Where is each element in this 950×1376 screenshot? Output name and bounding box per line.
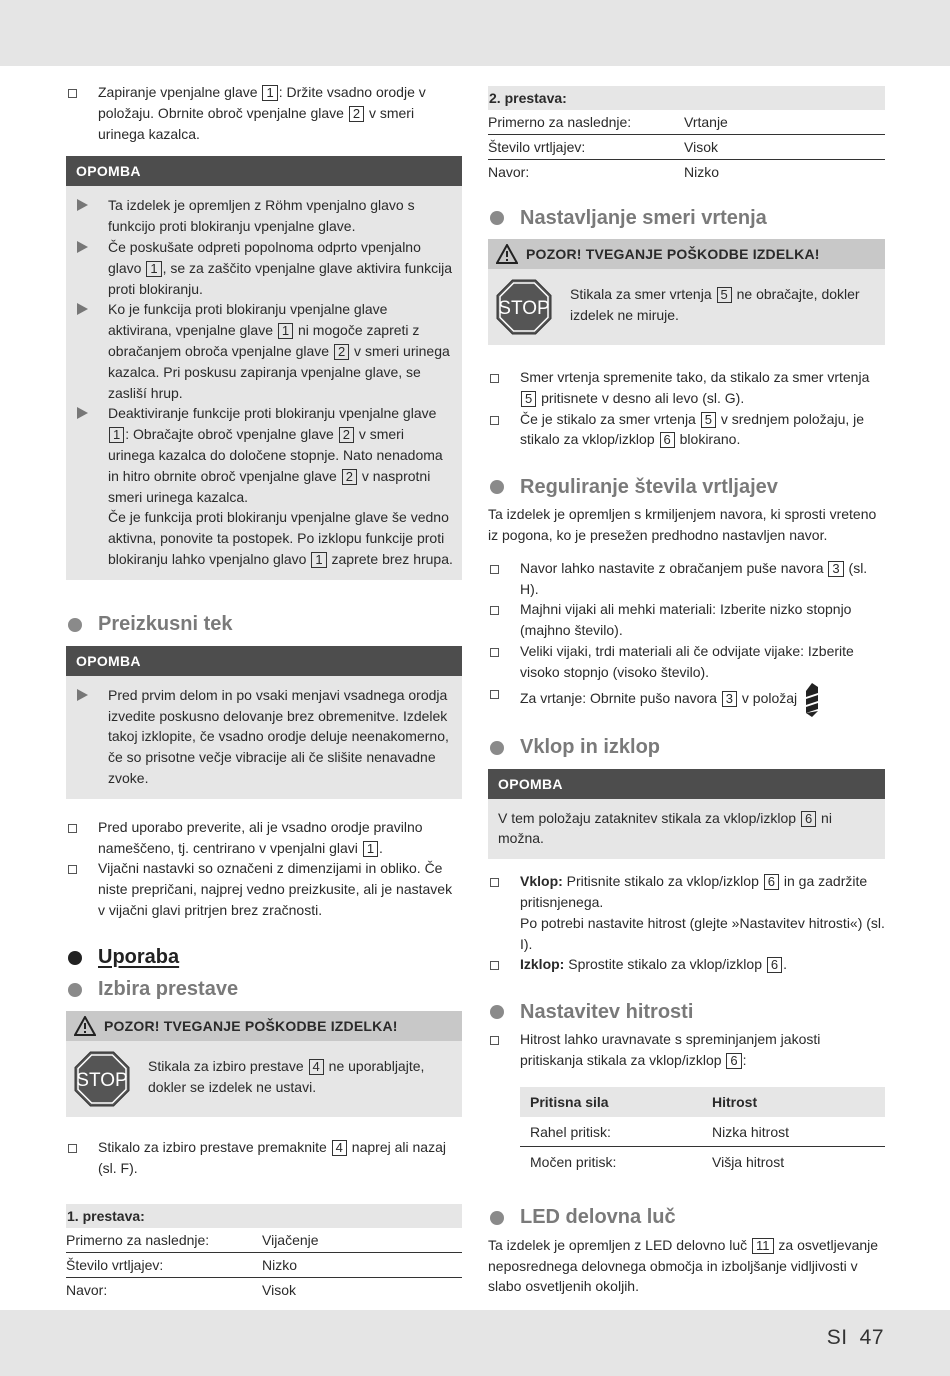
bullet-icon [68,951,82,965]
warning-text: Stikala za izbiro prestave 4 ne uporabljajte, dokler se izdelek ne ustavi. [148,1057,425,1095]
list-item: Če poskušate odpreti popolnoma odprto vpenjalno glavo 1 , se za zaščito vpenjalne glave aktivira funkcija proti blokiranju. [76,237,454,299]
warning-title: POZOR! TVEGANJE POŠKODBE IZDELKA! [66,1011,462,1041]
bullet-icon [490,1211,504,1225]
right-column [488,86,885,1297]
list-item: Stikalo za izbiro prestave premaknite 4 naprej ali nazaj (sl. F). [66,1137,462,1179]
list-item: Če je stikalo za smer vrtenja 5 v srednjem položaju, je stikalo za vklop/izklop 6 blokirano. [488,409,885,451]
table-row: Število vrtljajev: Nizko [66,1253,462,1278]
table-row: Navor: Visok [66,1282,296,1299]
warning-title: POZOR! TVEGANJE POŠKODBE IZDELKA! [488,239,885,269]
warning-icon [496,244,518,264]
list-item: Deaktiviranje funkcije proti blokiranju vpenjalne glave 1 : Obračajte obroč vpenjalne glave 2 v smeri urinega kazalca do določene stopnje. Nato nenadoma in hitro obrnite obroč vpenjalne glave 2 v nasprotni smeri urinega kazalca. [76,403,454,507]
list-item: Izklop: Sprostite stikalo za vklop/izklop 6 . [488,954,885,975]
bullet-icon [68,618,82,632]
bullet-icon [490,1005,504,1019]
paragraph: Ta izdelek je opremljen z LED delovno luč 11 za osvetljevanje neposrednega delovnega območja in izboljšanje vidljivosti v slabo osvetljenih okoljih. [488,1236,879,1295]
table-row: Rahel pritisk: Nizka hitrost [520,1117,885,1147]
list-item: Ta izdelek je opremljen z Röhm vpenjalno glavo s funkcijo proti blokiranju vpenjalne glave. [76,195,454,237]
speed-table [520,1087,885,1177]
list-item: Zapiranje vpenjalne glave 1 : Držite vsadno orodje v položaju. Obrnite obroč vpenjalne glave 2 v smeri urinega kazalca. [66,82,462,144]
list-item: Pred uporabo preverite, ali je vsadno orodje pravilno nameščeno, tj. centrirano v vpenjalni glavi 1 . [66,817,462,859]
drill-bit-icon [803,683,819,717]
table-row: Število vrtljajev: Visok [488,135,885,160]
section-heading: Izbira prestave [66,975,462,1005]
svg-text:STOP: STOP [498,298,550,319]
table-row: Navor: Nizko [488,164,720,180]
table-row: Primerno za naslednje: Vrtanje [488,110,885,135]
note-title: OPOMBA [66,156,462,186]
list-item: Za vrtanje: Obrnite pušo navora 3 v položaj [488,683,885,717]
svg-text:STOP: STOP [76,1069,128,1091]
note-box [66,646,462,799]
list-item: Pred prvim delom in po vsaki menjavi vsadnega orodja izvedite poskusno delovanje brez obremenitve. Izdelek takoj izklopite, če vsadno orodje deluje neenakomerno, če so prisotne večje vibracije ali če slišite nenavadne zvoke. [76,685,454,789]
paragraph: Ta izdelek je opremljen s krmiljenjem navora, ki sprosti vreteno iz pogona, ko je presežen predhodno nastavljen navor. [488,506,877,543]
list-item: Majhni vijaki ali mehki materiali: Izberite nizko stopnjo (majhno število). [488,599,885,641]
table-title: 1. prestava: [66,1204,462,1228]
table-title: 2. prestava: [488,86,885,110]
note-title: OPOMBA [66,646,462,676]
bullet-icon [490,741,504,755]
warning-text: Stikala za smer vrtenja 5 ne obračajte, dokler izdelek ne miruje. [570,286,860,323]
stop-sign-icon [74,1051,130,1107]
section-heading: LED delovna luč [488,1203,885,1233]
section-heading: Reguliranje števila vrtljajev [488,472,885,502]
gear-table-1 [66,1204,462,1303]
warning-box [488,239,885,345]
note-box [66,156,462,579]
list-item: Vklop: Pritisnite stikalo za vklop/izklop 6 in ga zadržite pritisnjenega. [488,871,885,913]
gear-table-2 [488,86,885,185]
bullet-icon [490,211,504,225]
list-item: Veliki vijaki, trdi materiali ali če odvijate vijake: Izberite visoko stopnjo (visoko število). [488,641,885,683]
list-item-continuation: Po potrebi nastavite hitrost (glejte »Nastavitev hitrosti«) (sl. I). [520,914,885,952]
stop-sign-icon [496,279,552,335]
section-heading-main: Uporaba [66,943,462,973]
bullet-icon [490,480,504,494]
note-paragraph: Če je funkcija proti blokiranju vpenjalne glave še vedno aktivna, ponovite ta postopek. Po izklopu funkcije proti blokiranju lahko vpenjalno glavo 1 zaprete brez hrupa. [108,509,453,567]
bullet-icon [68,983,82,997]
warning-icon [74,1016,96,1036]
note-box: OPOMBA V tem položaju zataknitev stikala za vklop/izklop 6 ni možna. [488,769,885,860]
section-heading: Nastavljanje smeri vrtenja [488,203,885,233]
list-item: Navor lahko nastavite z obračanjem puše navora 3 (sl. H). [488,558,885,600]
list-item: Hitrost lahko uravnavate s spreminjanjem jakosti pritiskanja stikala za vklop/izklop 6 : [488,1029,885,1071]
footer-band [0,1310,950,1376]
list-item: Smer vrtenja spremenite tako, da stikalo za smer vrtenja 5 pritisnete v desno ali levo (sl. G). [488,367,885,409]
warning-box [66,1011,462,1117]
list-item: Ko je funkcija proti blokiranju vpenjalne glave aktivirana, vpenjalne glave 1 ni mogoče zapreti z obračanjem obroča vpenjalne glave 2 v smeri urinega kazalca. Pri poskusu zapiranja vpenjalne glave, se zasliší hrup. [76,299,454,403]
section-heading: Nastavitev hitrosti [488,997,885,1027]
page-number: SI 47 [826,1326,884,1349]
list-item: Vijačni nastavki so označeni z dimenzijami in obliko. Če niste prepričani, najprej vedno preizkusite, ali je nastavek v vijačni glavi pritrjen brez zračnosti. [66,858,462,920]
table-row: Primerno za naslednje: Vijačenje [66,1228,462,1253]
top-band [0,0,950,66]
table-row: Močen pritisk: Višja hitrost [530,1153,785,1170]
section-heading: Preizkusni tek [66,610,462,640]
table-header: Pritisna sila Hitrost [520,1087,885,1117]
note-title: OPOMBA [488,769,885,799]
section-heading: Vklop in izklop [488,733,885,763]
left-column [66,82,462,1303]
